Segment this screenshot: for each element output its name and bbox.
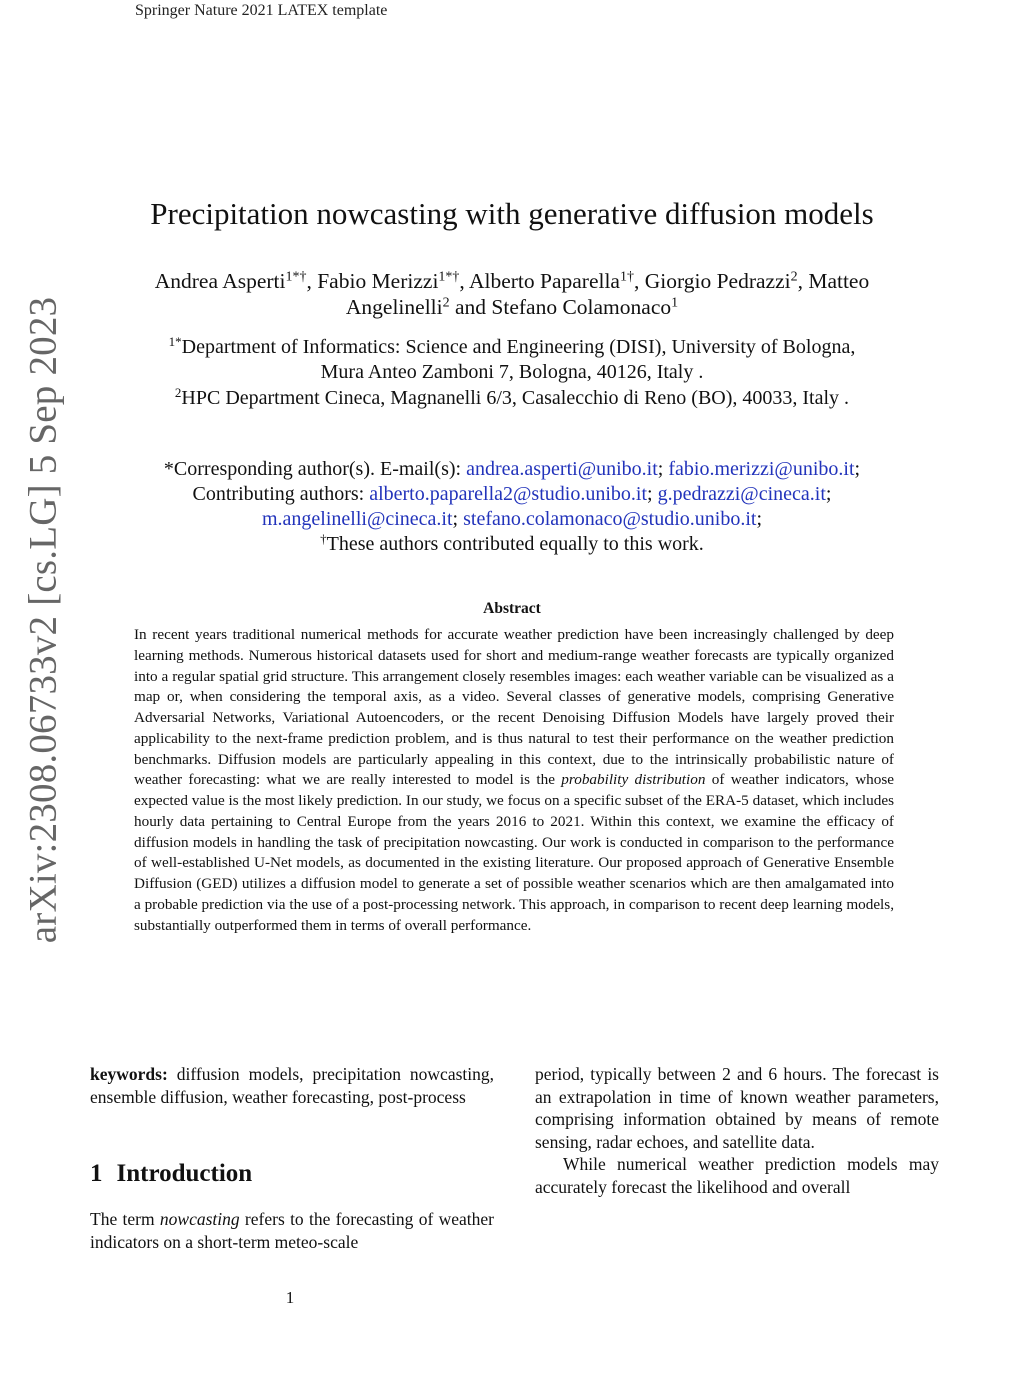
author-name: Andrea Asperti (154, 269, 286, 293)
author-name: , Alberto Paparella (459, 269, 620, 293)
author-name: Angelinelli (345, 295, 443, 319)
correspondence-block: *Corresponding author(s). E-mail(s): andrea.asperti@unibo.it; fabio.merizzi@unibo.it; Contributing authors: alberto.paparella2@studio.unibo.it; g.pedrazzi@cineca.it; m.angelinelli@cineca.it; stefano.colamonaco@studio.unibo.it; †These authors contributed equally to this work. (163, 458, 861, 555)
author-name: , Matteo (797, 269, 870, 293)
affiliation-mark: 2 (174, 384, 182, 400)
affiliation-text: HPC Department Cineca, Magnanelli 6/3, Casalecchio di Reno (BO), 40033, Italy . (181, 387, 850, 409)
email-link[interactable]: andrea.asperti@unibo.it (466, 458, 658, 480)
page-number: 1 (285, 1288, 295, 1307)
section-heading (90, 1160, 252, 1188)
arxiv-side-label (18, 296, 68, 944)
keywords-label: keywords: (90, 1064, 168, 1084)
author-list (100, 268, 924, 320)
abstract-text: In recent years traditional numerical methods for accurate weather prediction have been increasingly challenged by deep learning methods. Numerous historical datasets used for short and medium-range weather forecasts are typically organized into a regular spatial grid structure. This arrangement closely resembles images: each weather variable can be visualized as a map or, when considering the temporal axis, as a video. Several classes of generative models, comprising Generative Adversarial Networks, Variational Autoencoders, or the recent Denoising Diffusion Models have largely proved their applicability to the next-frame prediction problem, and is thus natural to test their performance on the weather prediction benchmarks. Diffusion models are particularly appealing in this context, due to the intrinsically probabilistic nature of weather forecasting: what we are really interested to model is the (134, 626, 894, 789)
author-name: , Fabio Merizzi (306, 269, 439, 293)
author-mark: 1*† (438, 269, 460, 285)
affiliation-text: Department of Informatics: Science and Engineering (DISI), University of Bologna, (181, 336, 856, 358)
corresponding-label: *Corresponding author(s). E-mail(s): (163, 458, 467, 480)
intro-paragraph-1-continued: period, typically between 2 and 6 hours. The forecast is an extrapolation in time of known weather parameters, comprising information obtained by means of remote sensing, radar echoes, and satellite data. (535, 1064, 939, 1152)
affiliation-2 (100, 386, 924, 411)
email-link[interactable]: alberto.paparella2@studio.unibo.it (369, 483, 647, 505)
author-name: , Giorgio Pedrazzi (633, 269, 791, 293)
keywords-block (90, 1063, 494, 1108)
author-mark: 2 (790, 269, 798, 285)
abstract-text: of weather indicators, whose expected value is the most likely prediction. In our study, we focus on a specific subset of the ERA-5 dataset, which includes hourly data pertaining to Central Europe from the years 2016 to 2021. Within this context, we examine the efficacy of diffusion models in handling the task of precipitation nowcasting. Our work is conducted in comparison to the performance of well-established U-Net models, as documented in the existing literature. Our proposed approach of Generative Ensemble Diffusion (GED) utilizes a diffusion model to generate a set of possible weather scenarios which are then amalgamated into a probable prediction via the use of a post-processing network. This approach, in comparison to recent deep learning models, substantially outperformed them in terms of overall performance. (134, 771, 894, 934)
equal-contribution-note: These authors contributed equally to this work. (326, 533, 704, 555)
section-number: 1 (90, 1160, 103, 1187)
body-text: The term (90, 1209, 160, 1229)
body-text: refers to the forecasting of weather indicators on a short-term meteo-scale (90, 1209, 494, 1252)
affiliation-mark: 1* (168, 333, 182, 349)
email-link[interactable]: m.angelinelli@cineca.it (261, 508, 453, 530)
affiliation-1 (100, 335, 924, 385)
body-emphasis: nowcasting (159, 1209, 240, 1229)
abstract-emphasis: probability distribution (561, 771, 706, 789)
running-header: Springer Nature 2021 LATEX template (135, 2, 388, 19)
affiliation-text: Mura Anteo Zamboni 7, Bologna, 40126, Italy . (320, 361, 704, 383)
email-link[interactable]: fabio.merizzi@unibo.it (668, 458, 855, 480)
contributing-label: Contributing authors: (192, 483, 370, 505)
author-mark: 1 (671, 295, 679, 311)
arxiv-id-text: arXiv:2308.06733v2 [cs.LG] 5 Sep 2023 (21, 296, 65, 944)
author-name: and Stefano Colamonaco (449, 295, 672, 319)
section-title: Introduction (116, 1160, 253, 1187)
author-mark: 2 (442, 295, 450, 311)
intro-paragraph-1 (90, 1208, 494, 1253)
email-link[interactable]: g.pedrazzi@cineca.it (657, 483, 826, 505)
keywords-text: diffusion models, precipitation nowcasting, ensemble diffusion, weather forecasting, post-process (90, 1064, 494, 1107)
abstract-body (134, 625, 894, 936)
paper-title: Precipitation nowcasting with generative diffusion models (150, 196, 874, 231)
email-link[interactable]: stefano.colamonaco@studio.unibo.it (463, 508, 757, 530)
intro-paragraph-2: While numerical weather prediction models may accurately forecast the likelihood and overall (535, 1154, 939, 1197)
abstract-heading: Abstract (483, 600, 541, 617)
dagger-mark: † (320, 530, 327, 546)
author-mark: 1† (619, 269, 634, 285)
right-column (535, 1063, 939, 1198)
author-mark: 1*† (285, 269, 307, 285)
